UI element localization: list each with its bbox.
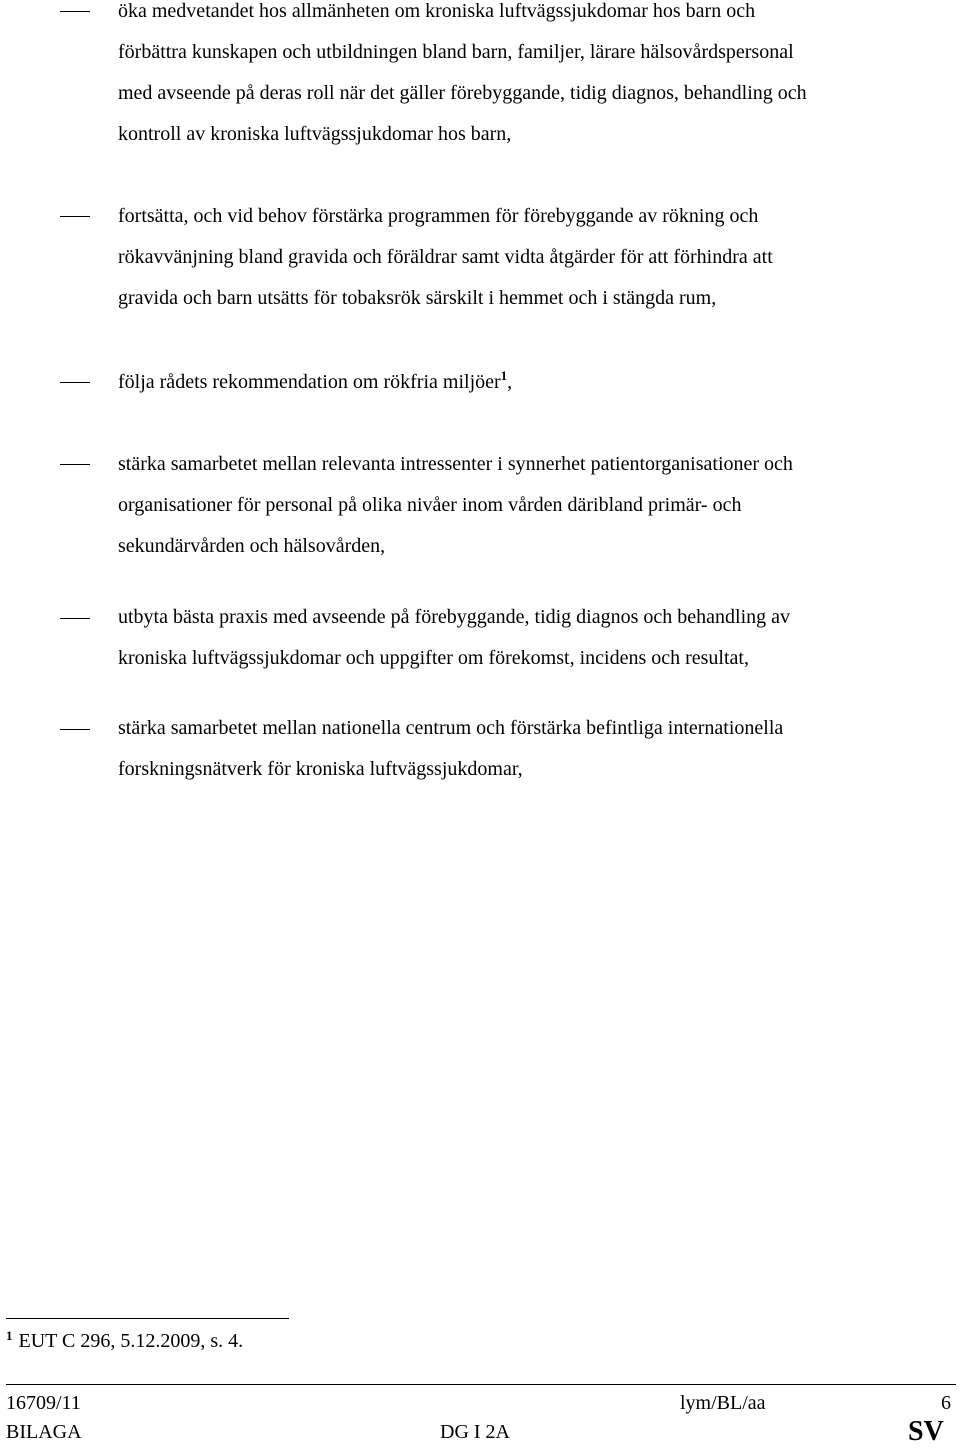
bullet-1-line-1: öka medvetandet hos allmänheten om kroniska luftvägssjukdomar hos barn och [118, 0, 756, 22]
bullet-4-line-1: stärka samarbetet mellan relevanta intressenter i synnerhet patientorganisationer och [118, 453, 793, 475]
dash-bullet-marker [60, 11, 90, 12]
bullet-1-line-4: kontroll av kroniska luftvägssjukdomar hos barn, [118, 123, 512, 145]
bullet-4-line-2: organisationer för personal på olika nivåer inom vården däribland primär- och [118, 494, 742, 516]
footnote-number: 1 [6, 1328, 13, 1343]
dash-bullet-marker [60, 216, 90, 217]
dash-bullet-marker [60, 729, 90, 730]
footer-doc-number: 16709/11 [6, 1392, 81, 1414]
bullet-3-line-1 [118, 362, 512, 403]
bullet-2-line-2: rökavvänjning bland gravida och föräldrar samt vidta åtgärder för att förhindra att [118, 246, 773, 268]
bullet-2-line-1: fortsätta, och vid behov förstärka programmen för förebyggande av rökning och [118, 205, 759, 227]
footer-annex-label: BILAGA [6, 1421, 82, 1443]
footer-separator [6, 1384, 956, 1385]
footer-department: DG I 2A [440, 1421, 510, 1443]
bullet-1-line-2: förbättra kunskapen och utbildningen bland barn, familjer, lärare hälsovårdspersonal [118, 41, 794, 63]
bullet-5-line-1: utbyta bästa praxis med avseende på förebyggande, tidig diagnos och behandling av [118, 606, 791, 628]
footer-page-number: 6 [941, 1392, 951, 1414]
bullet-3-text: följa rådets rekommendation om rökfria miljöer [118, 371, 501, 393]
footnote-reference: 1 [500, 368, 508, 383]
bullet-3-trailing-comma: , [507, 371, 513, 393]
bullet-1-line-3: med avseende på deras roll när det gäller förebyggande, tidig diagnos, behandling och [118, 82, 807, 104]
footer-reference: lym/BL/aa [680, 1392, 766, 1414]
dash-bullet-marker [60, 464, 90, 465]
bullet-2-line-3: gravida och barn utsätts för tobaksrök särskilt i hemmet och i stängda rum, [118, 287, 717, 309]
bullet-5-line-2: kroniska luftvägssjukdomar och uppgifter om förekomst, incidens och resultat, [118, 647, 749, 669]
bullet-6-line-1: stärka samarbetet mellan nationella centrum och förstärka befintliga internationella [118, 717, 784, 739]
bullet-4-line-3: sekundärvården och hälsovården, [118, 535, 386, 557]
footnote-text: EUT C 296, 5.12.2009, s. 4. [18, 1330, 244, 1352]
dash-bullet-marker [60, 382, 90, 383]
bullet-6-line-2: forskningsnätverk för kroniska luftvägssjukdomar, [118, 758, 523, 780]
dash-bullet-marker [60, 618, 90, 619]
footnote-separator [6, 1318, 289, 1319]
footnote [6, 1326, 243, 1356]
footer-language-code: SV [908, 1416, 944, 1447]
